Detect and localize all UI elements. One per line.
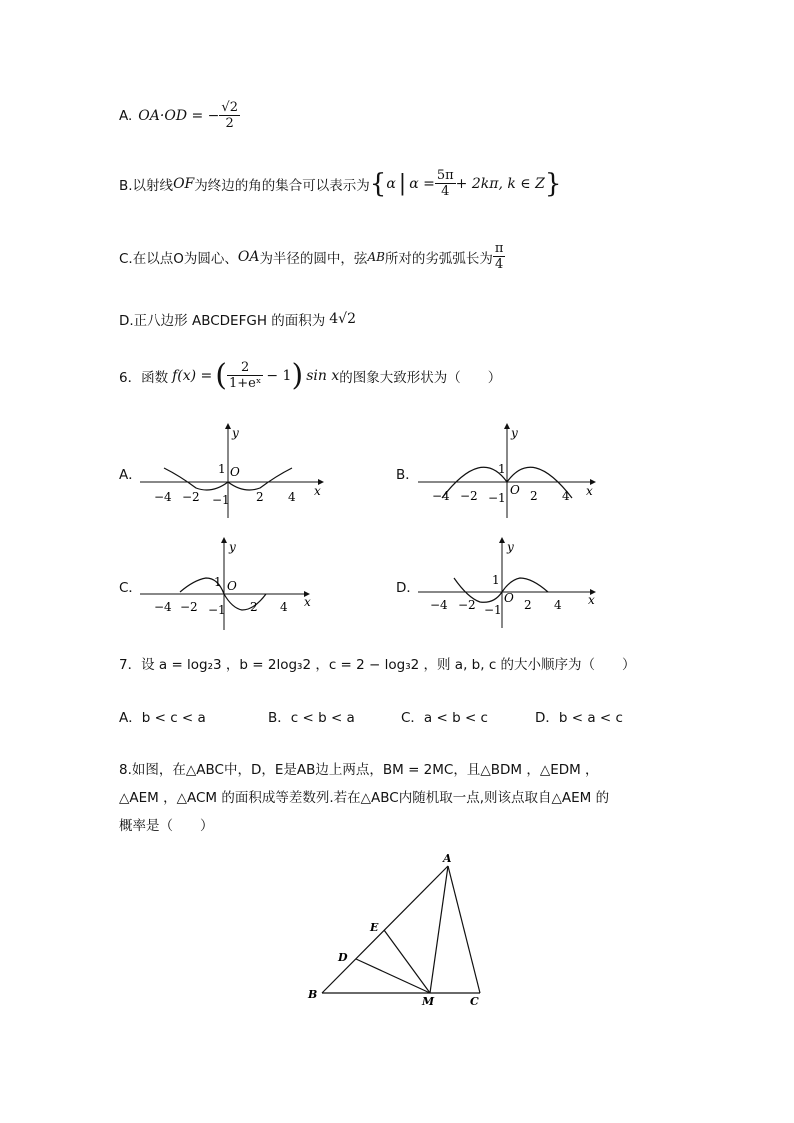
graph-c-y-label: y [229, 540, 236, 554]
option-a-num: √2 [221, 100, 238, 115]
option-b-fraction [435, 168, 456, 199]
graph-a-tick: 2 [256, 490, 264, 504]
q6-num: 2 [227, 360, 263, 376]
graph-c-tick: 4 [280, 600, 288, 614]
graph-d-tick: −2 [458, 598, 476, 612]
triangle-figure [300, 848, 500, 1008]
graph-d-y-label: y [507, 540, 514, 554]
q6-fraction [227, 360, 263, 391]
graph-c-origin: O [227, 579, 237, 593]
q6-after: − 1 [266, 367, 292, 384]
point-d-label: D [338, 951, 348, 964]
graph-b-origin: O [510, 483, 520, 497]
q6-den: 1+eˣ [229, 376, 262, 391]
option-b-set-var: α [386, 175, 396, 192]
graph-c-tick: 2 [250, 600, 258, 614]
option-a-fraction [219, 100, 240, 131]
option-c-prefix: C.在以点O为圆心、 [119, 250, 238, 267]
question-8-line3: 概率是（ ） [119, 818, 214, 834]
option-c-fraction [493, 241, 506, 272]
q7-option-b: B．c < b < a [268, 710, 355, 726]
option-d-value: 4√2 [329, 311, 357, 327]
option-c-ab: AB [367, 249, 385, 264]
graph-b [418, 420, 618, 520]
graph-c-one: 1 [214, 575, 222, 589]
graph-d-tick: 2 [524, 598, 532, 612]
option-a-label: A. [119, 107, 133, 124]
graph-d-label: D． [396, 580, 420, 596]
graph-b-tick: −2 [460, 489, 478, 503]
point-m-label: M [422, 995, 435, 1008]
q6-rparen: ) [291, 358, 304, 393]
graph-d-origin: O [504, 591, 514, 605]
graph-d-x-label: x [588, 593, 595, 607]
graph-a-tick: −2 [182, 490, 200, 504]
graph-a-y-label: y [232, 426, 239, 440]
option-b-mid: 为终边的角的集合可以表示为 [194, 177, 370, 194]
option-c-oa: OA [237, 248, 260, 265]
q6-prefix: 6．函数 [119, 369, 169, 386]
option-b-den: 4 [441, 184, 450, 199]
q7-option-a: A．b < c < a [119, 710, 206, 726]
option-c-mid: 为半径的圆中，弦 [259, 250, 368, 267]
option-b-rbrace: } [544, 168, 562, 199]
graph-a [140, 420, 340, 520]
option-b-ray: OF [173, 175, 195, 192]
graph-d-tick: 4 [554, 598, 562, 612]
graph-d-tick: −4 [430, 598, 448, 612]
option-c-den: 4 [495, 257, 504, 272]
graph-c-mone: −1 [208, 603, 226, 617]
option-c-tail: 所对的劣弧弧长为 [384, 250, 493, 267]
option-b-prefix: B.以射线 [119, 177, 174, 194]
question-7: 7．设 a = log₂3 ，b = 2log₃2 ，c = 2 − log₃2 ，则 a, b, c 的大小顺序为（ ） [119, 657, 636, 673]
graph-b-label: B． [396, 467, 419, 483]
graph-b-tick: −4 [432, 489, 450, 503]
option-c-num: π [494, 241, 504, 256]
graph-a-tick: −4 [154, 490, 172, 504]
graph-b-y-label: y [511, 426, 518, 440]
graph-b-tick: 2 [530, 489, 538, 503]
q7-option-d: D．b < a < c [535, 710, 623, 726]
option-a [119, 100, 240, 131]
graph-c-tick: −2 [180, 600, 198, 614]
question-8-line1: 8.如图，在△ABC中，D，E是AB边上两点，BM = 2MC，且△BDM ，△EDM ， [119, 762, 599, 778]
option-a-den: 2 [225, 116, 234, 131]
point-b-label: B [308, 988, 318, 1001]
q6-func: f(x) = [172, 367, 213, 384]
point-c-label: C [470, 995, 479, 1008]
graph-c [140, 534, 340, 634]
graph-c-tick: −4 [154, 600, 172, 614]
graph-c-label: C． [119, 580, 142, 596]
q7-option-c: C．a < b < c [401, 710, 488, 726]
option-b [119, 168, 561, 199]
graph-a-x-label: x [314, 484, 321, 498]
graph-c-x-label: x [304, 595, 311, 609]
graph-d-mone: −1 [484, 603, 502, 617]
option-a-expression: OA·OD = − [138, 107, 220, 124]
graph-b-x-label: x [586, 484, 593, 498]
option-b-bar: | [398, 171, 407, 196]
graph-a-one: 1 [218, 462, 226, 476]
option-b-set-tail: + 2kπ, k ∈ Z [455, 175, 545, 192]
graph-b-one: 1 [498, 462, 506, 476]
graph-a-tick: 4 [288, 490, 296, 504]
graph-d [418, 534, 618, 634]
option-b-lbrace: { [369, 168, 387, 199]
question-8-line2: △AEM ，△ACM 的面积成等差数列.若在△ABC内随机取一点,则该点取自△AEM 的 [119, 790, 610, 806]
q6-tail: 的图象大致形状为（ ） [339, 369, 502, 386]
option-c [119, 241, 505, 272]
graph-a-origin: O [230, 465, 240, 479]
graph-d-one: 1 [492, 573, 500, 587]
question-6 [119, 358, 501, 393]
point-a-label: A [443, 852, 452, 865]
graph-a-label: A． [119, 467, 142, 483]
graph-b-tick: 4 [562, 489, 570, 503]
option-b-set-eq: α = [409, 175, 435, 192]
graph-a-mone: −1 [212, 493, 230, 507]
option-d [119, 309, 356, 329]
option-d-text: D.正八边形 ABCDEFGH 的面积为 [119, 313, 326, 329]
q6-sin: sin x [306, 367, 340, 384]
q6-lparen: ( [215, 358, 227, 393]
graph-b-mone: −1 [488, 491, 506, 505]
point-e-label: E [370, 921, 379, 934]
option-b-num: 5π [436, 168, 454, 183]
